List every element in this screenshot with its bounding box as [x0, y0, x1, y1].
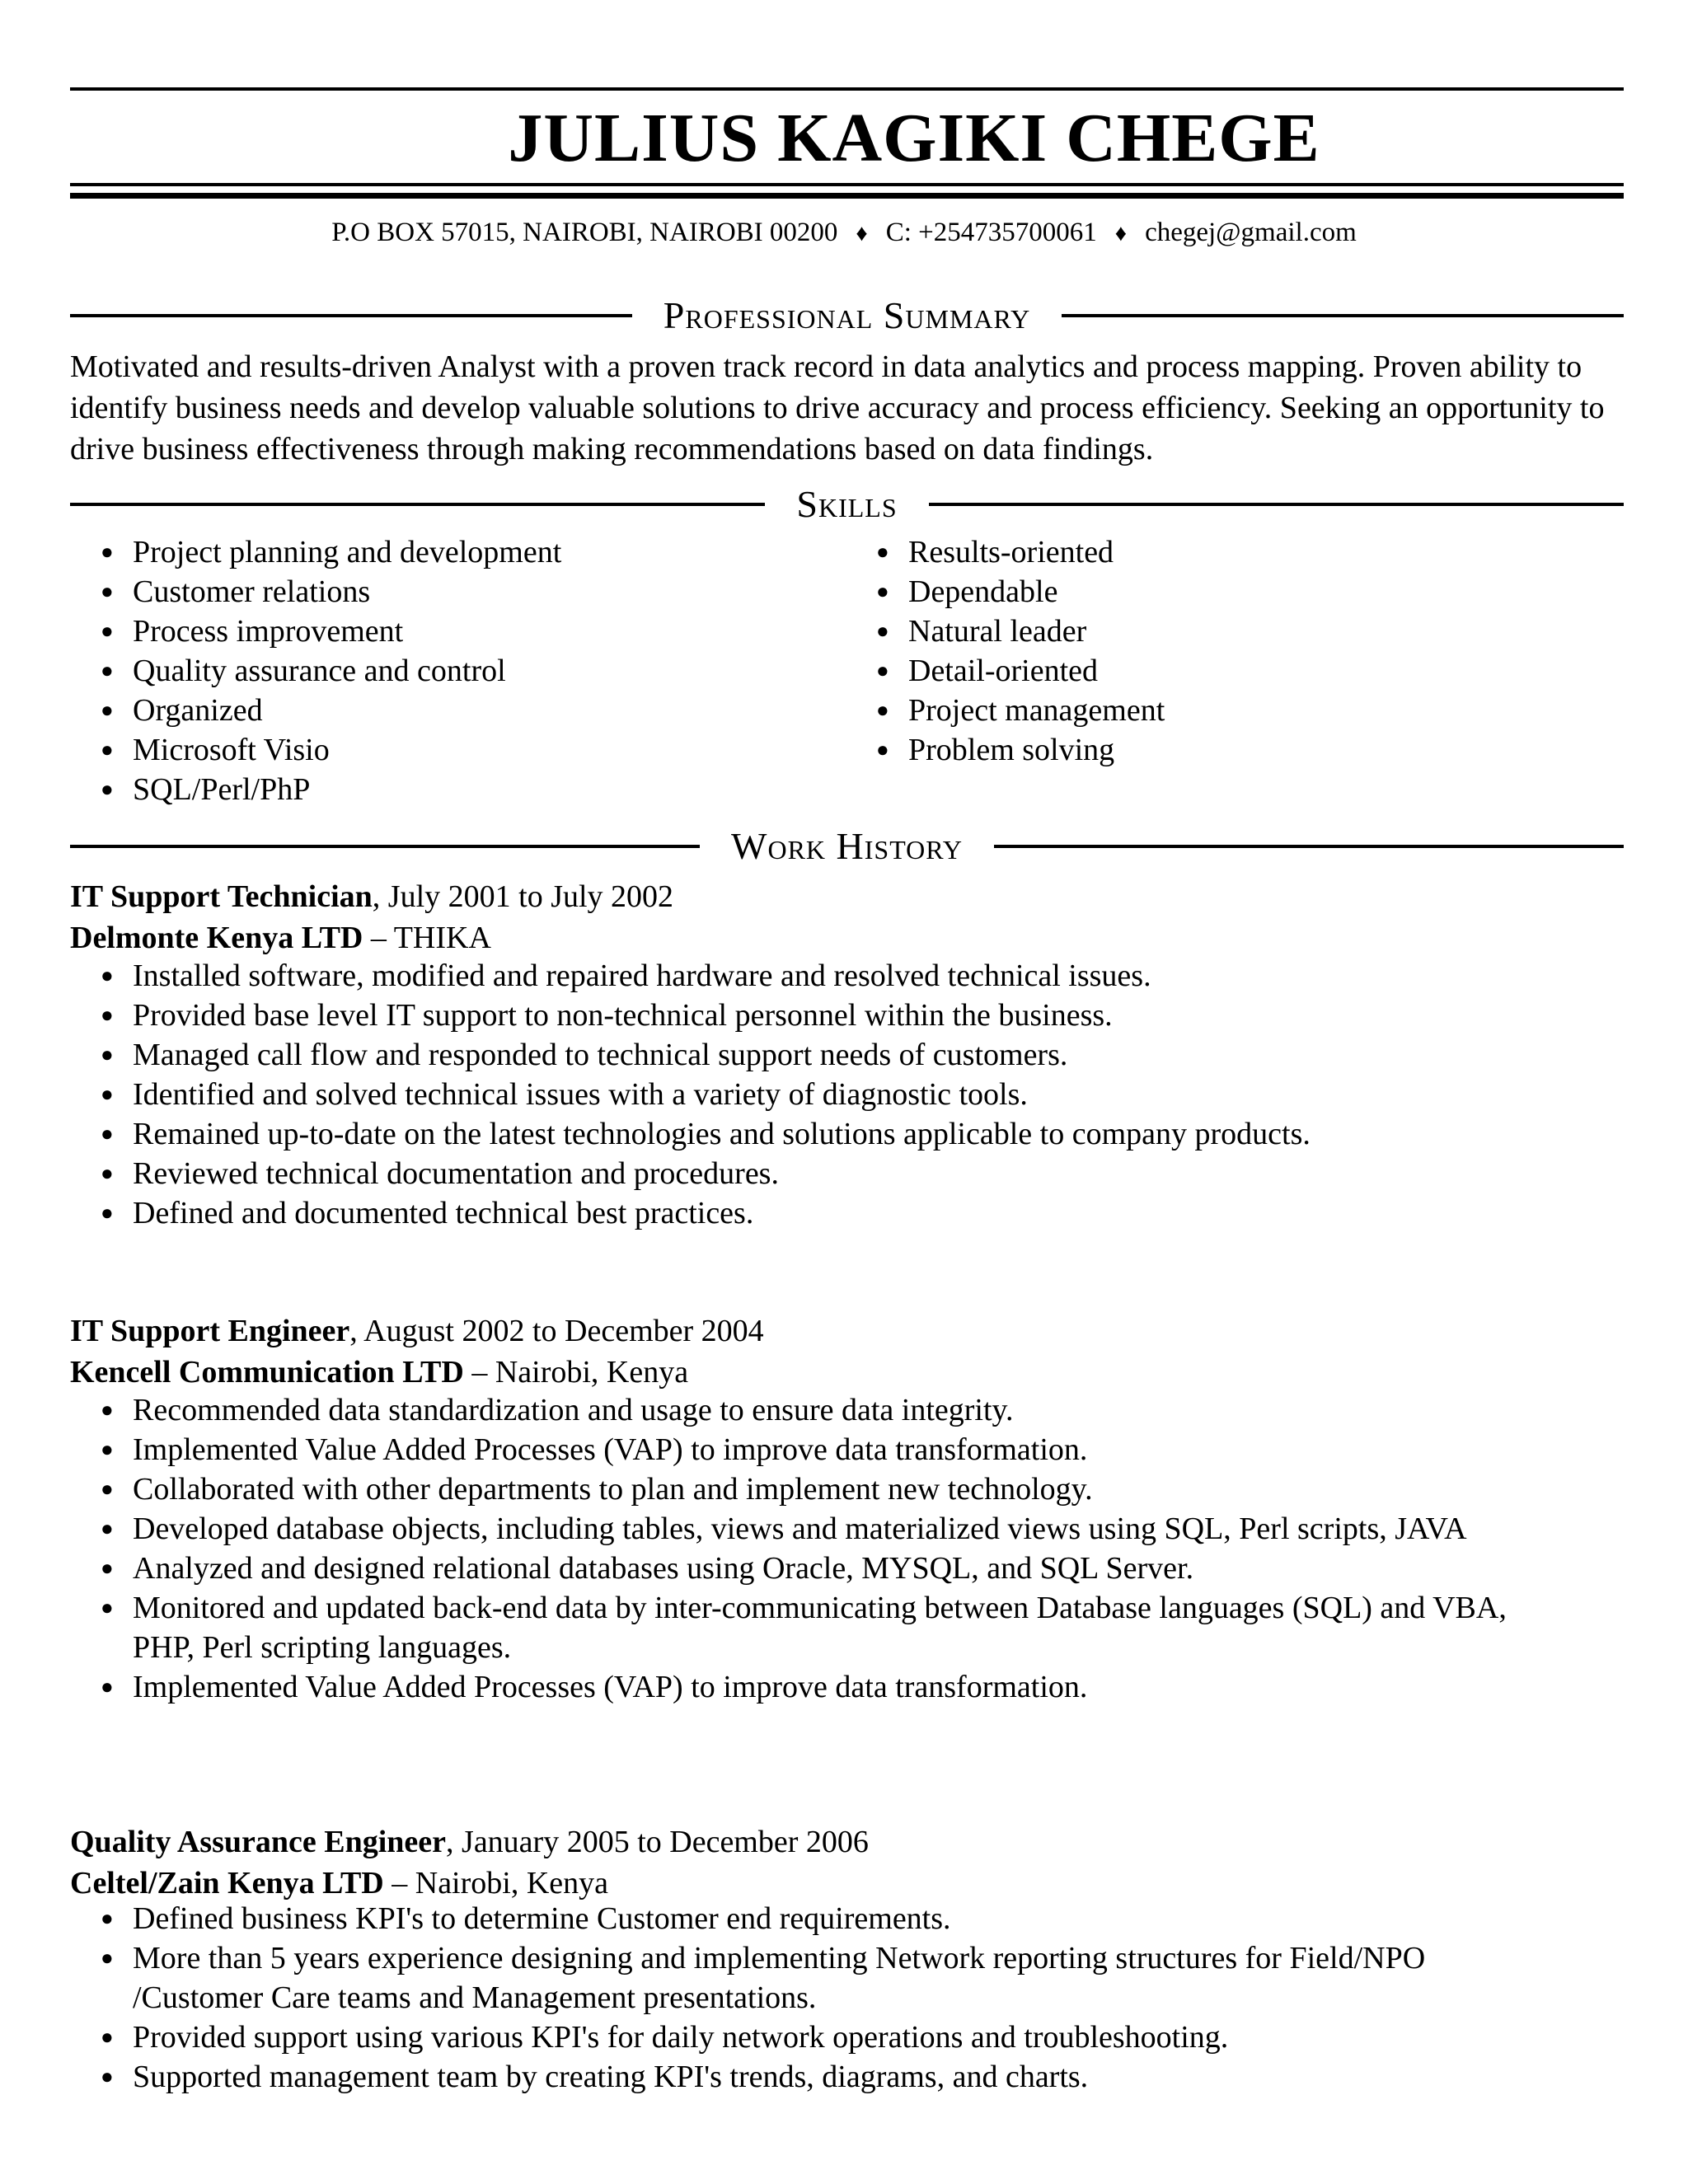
phone: C: +254735700061 — [885, 218, 1097, 247]
skill-item: ● Project planning and development — [70, 532, 812, 572]
list-item: ● Collaborated with other departments to plan and implement new technology. — [70, 1469, 1570, 1509]
company-location: – Nairobi, Kenya — [463, 1355, 689, 1390]
skill-item: ● Microsoft Visio — [70, 730, 812, 770]
list-item: ● Provided support using various KPI's for daily network operations and troubleshooting. — [70, 2018, 1521, 2057]
skills-heading — [70, 482, 1624, 527]
job-title-line — [70, 1310, 764, 1352]
skill-item: ● Customer relations — [70, 572, 812, 612]
skill-item: ● Organized — [70, 691, 812, 730]
list-item: ● Recommended data standardization and usage to ensure data integrity. — [70, 1390, 1570, 1430]
skills-list-right — [846, 532, 1587, 770]
section-title: Skills — [796, 483, 898, 525]
job-bullets — [70, 1390, 1570, 1707]
heading-rule — [929, 503, 1624, 506]
contact-line — [0, 216, 1688, 251]
job-title: Quality Assurance Engineer — [70, 1825, 447, 1859]
skill-item: ● Dependable — [846, 572, 1587, 612]
heading-rule — [70, 314, 632, 317]
heading-rule — [70, 845, 700, 848]
section-title: Professional Summary — [663, 294, 1031, 336]
list-item: ● Analyzed and designed relational databases using Oracle, MYSQL, and SQL Server. — [70, 1549, 1570, 1588]
list-item: ● Implemented Value Added Processes (VAP) to improve data transformation. — [70, 1667, 1570, 1707]
skill-item: ● Project management — [846, 691, 1587, 730]
company-name: Kencell Communication LTD — [70, 1355, 464, 1390]
job-dates: , January 2005 to December 2006 — [446, 1825, 869, 1859]
list-item: ● Provided base level IT support to non-technical personnel within the business. — [70, 996, 1624, 1035]
list-item: ● Defined and documented technical best practices. — [70, 1193, 1624, 1233]
job-title: IT Support Engineer — [70, 1314, 350, 1348]
section-title: Work History — [731, 825, 963, 867]
job-title: IT Support Technician — [70, 879, 373, 914]
list-item: ● Developed database objects, including tables, views and materialized views using SQL, Perl scripts, JAVA — [70, 1509, 1570, 1549]
company-location: – Nairobi, Kenya — [383, 1866, 609, 1900]
job-dates: , August 2002 to December 2004 — [349, 1314, 764, 1348]
list-item: ● Reviewed technical documentation and procedures. — [70, 1154, 1624, 1193]
heading-rule — [70, 503, 765, 506]
summary-heading — [70, 293, 1624, 338]
email: chegej@gmail.com — [1145, 218, 1357, 247]
list-item: ● More than 5 years experience designing and implementing Network reporting structures for Field/NPO /Customer Care teams and Management presentations. — [70, 1938, 1521, 2018]
heading-rule — [994, 845, 1624, 848]
list-item: ● Defined business KPI's to determine Customer end requirements. — [70, 1899, 1521, 1938]
list-item: ● Supported management team by creating KPI's trends, diagrams, and charts. — [70, 2057, 1521, 2097]
name-rule-thin — [70, 183, 1624, 186]
job-company-line — [70, 1863, 608, 1904]
job-company-line — [70, 917, 491, 958]
list-item: ● Managed call flow and responded to technical support needs of customers. — [70, 1035, 1624, 1075]
list-item: ● Identified and solved technical issues with a variety of diagnostic tools. — [70, 1075, 1624, 1114]
skills-list-left — [70, 532, 812, 809]
job-title-line — [70, 1821, 869, 1863]
skill-item: ● SQL/Perl/PhP — [70, 770, 812, 809]
skill-item: ● Problem solving — [846, 730, 1587, 770]
work-history-heading — [70, 824, 1624, 869]
skill-item: ● Natural leader — [846, 612, 1587, 651]
job-company-line — [70, 1352, 688, 1393]
heading-rule — [1062, 314, 1624, 317]
name-rule-thick — [70, 193, 1624, 199]
skill-item: ● Detail-oriented — [846, 651, 1587, 691]
separator-icon: ♦ — [1114, 221, 1128, 246]
company-name: Celtel/Zain Kenya LTD — [70, 1866, 384, 1900]
summary-text: Motivated and results-driven Analyst with a proven track record in data analytics and process mapping. Proven ability to identify business needs and develop valuable solutions to drive accuracy and process efficiency. Seeking an opportunity to drive business effectiveness through making recommendations based on data findings. — [70, 349, 1605, 466]
company-location: – THIKA — [363, 921, 491, 955]
skill-item: ● Results-oriented — [846, 532, 1587, 572]
job-dates: , July 2001 to July 2002 — [372, 879, 674, 914]
list-item: ● Installed software, modified and repaired hardware and resolved technical issues. — [70, 956, 1624, 996]
job-bullets — [70, 956, 1624, 1233]
top-rule — [70, 87, 1624, 91]
skill-item: ● Quality assurance and control — [70, 651, 812, 691]
company-name: Delmonte Kenya LTD — [70, 921, 363, 955]
list-item: ● Implemented Value Added Processes (VAP) to improve data transformation. — [70, 1430, 1570, 1469]
skill-item: ● Process improvement — [70, 612, 812, 651]
list-item: ● Monitored and updated back-end data by inter-communicating between Database languages (SQL) and VBA, PHP, Perl scripting languages. — [70, 1588, 1570, 1667]
address: P.O BOX 57015, NAIROBI, NAIROBI 00200 — [331, 218, 838, 247]
job-bullets — [70, 1899, 1521, 2097]
candidate-name: JULIUS KAGIKI CHEGE — [508, 100, 1320, 176]
list-item: ● Remained up-to-date on the latest technologies and solutions applicable to company products. — [70, 1114, 1624, 1154]
job-title-line — [70, 876, 673, 917]
separator-icon: ♦ — [856, 221, 868, 246]
